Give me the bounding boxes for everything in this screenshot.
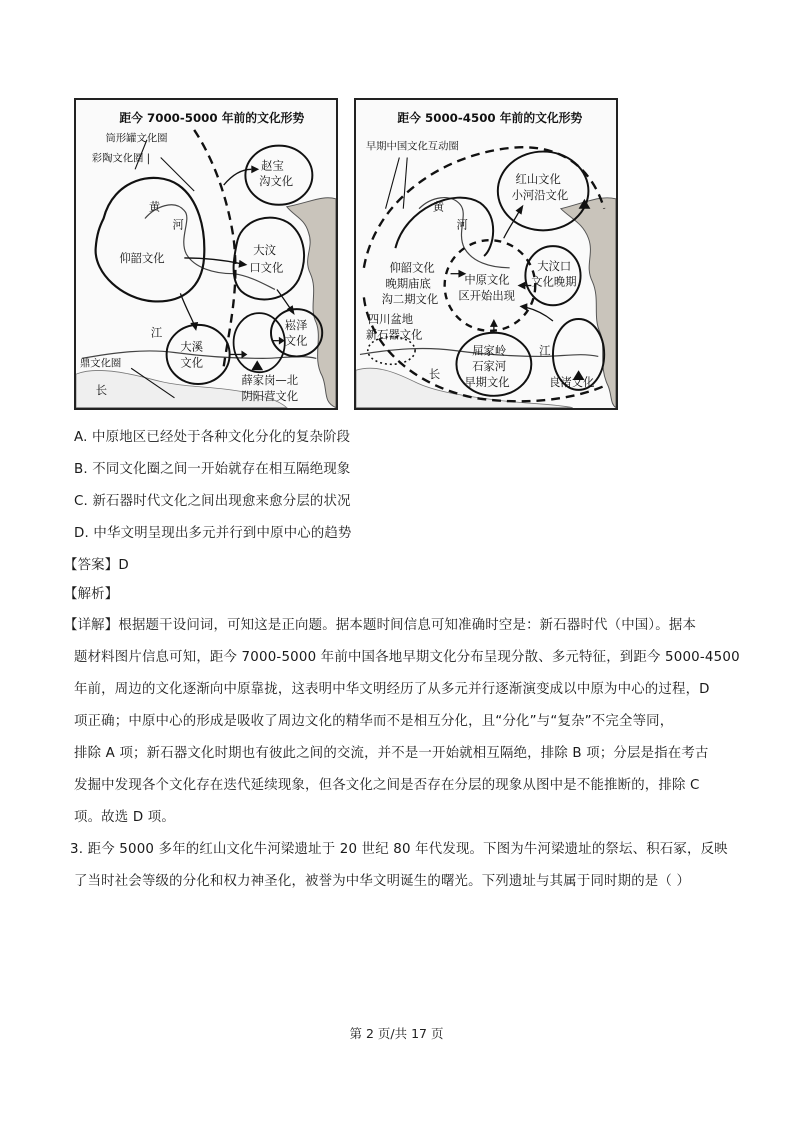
label-qujialing-2: 石家河	[472, 359, 507, 374]
pointer-line	[161, 157, 194, 190]
answer: 【答案】D	[64, 558, 129, 573]
label-hudong: 早期中国文化互动圈	[365, 140, 459, 153]
label-yangshao-2: 晚期庙底	[385, 276, 431, 291]
arrowhead	[519, 303, 527, 311]
detail-line-5: 排除 A 项；新石器文化时期也有彼此之间的交流，并不是一开始就相互隔绝，排除 B 项；分层是指在考古	[74, 746, 709, 761]
question3-line-1: 3. 距今 5000 多年的红山文化牛河梁遗址于 20 世纪 80 年代发现。下图为牛河梁遗址的祭坛、积石冢，反映	[70, 842, 728, 857]
label-zhongyuan-1: 中原文化	[464, 272, 510, 287]
label-qujialing-3: 早期文化	[464, 374, 510, 389]
map-5000-4500	[354, 98, 618, 410]
pointer-lines	[386, 157, 408, 208]
label-caitao: 彩陶文化圈 |	[91, 152, 151, 165]
label-dawenkou-1: 大汶	[253, 243, 276, 257]
label-ding: 鼎文化圈	[79, 357, 122, 370]
arrowhead	[241, 351, 247, 359]
label-xuejiagang-1: 薛家岗—北	[241, 372, 299, 387]
label-tongxingguan: 筒形罐文化圈	[105, 132, 168, 145]
label-chang: 长	[428, 367, 441, 382]
label-sichuan-1: 四川盆地	[367, 311, 414, 326]
label-he: 河	[172, 217, 184, 232]
label-dawenkou-2: 文化晚期	[531, 274, 577, 289]
label-songze-2: 文化	[284, 333, 308, 348]
label-xuejiagang-2: 阴阳营文化	[241, 388, 299, 403]
yangshao-late-region	[395, 198, 493, 256]
arrowhead	[239, 260, 248, 268]
label-zhaobao-1: 赵宝	[261, 158, 284, 173]
arrow-to-daxi	[180, 293, 194, 325]
detail-line-6: 发掘中发现各个文化存在迭代延续现象，但各文化之间是否存在分层的现象从图中是不能推断的，排除 C	[74, 778, 700, 793]
arrowhead	[251, 165, 259, 173]
label-dawenkou-2: 口文化	[249, 260, 284, 275]
label-huang: 黄	[432, 199, 445, 214]
label-chang: 长	[95, 382, 108, 397]
pointer-line	[403, 157, 407, 208]
detail-line-1: 【详解】根据题干设问词，可知这是正向题。据本题时间信息可知准确时空是：新石器时代（中国）。据本	[64, 618, 697, 633]
label-qujialing-1: 屈家岭	[472, 343, 507, 358]
map-left-title: 距今 7000-5000 年前的文化形势	[119, 111, 305, 126]
label-yangshao: 仰韶文化	[119, 250, 165, 265]
arrowhead	[490, 319, 498, 327]
detail-line-3: 年前，周边的文化逐渐向中原靠拢，这表明中华文明经历了从多元并行逐渐演变成以中原为中心的过程，D	[74, 682, 710, 697]
label-huang: 黄	[148, 199, 161, 214]
label-sichuan-2: 新石器文化	[365, 327, 423, 342]
label-liangzhu: 良渚文化	[549, 374, 595, 389]
label-yangshao-1: 仰韶文化	[389, 260, 435, 275]
label-he: 河	[456, 217, 468, 232]
arrowhead	[518, 282, 526, 290]
option-d: D. 中华文明呈现出多元并行到中原中心的趋势	[74, 526, 352, 541]
detail-line-4: 项正确；中原中心的形成是吸收了周边文化的精华而不是相互分化，且“分化”与“复杂”不完全等同，	[74, 714, 674, 729]
label-jiang: 江	[539, 343, 551, 358]
map-7000-5000	[74, 98, 338, 410]
yangshao-circle	[96, 178, 205, 302]
detail-line-7: 项。故选 D 项。	[74, 810, 175, 825]
label-hongshan-2: 小河沿文化	[511, 187, 569, 202]
dawenkou-circle	[234, 218, 304, 300]
map-5000-4500-figure	[356, 100, 616, 408]
option-a: A. 中原地区已经处于各种文化分化的复杂阶段	[74, 430, 351, 445]
arrow-liangzhu	[525, 307, 553, 321]
map-right-title: 距今 5000-4500 年前的文化形势	[397, 111, 583, 126]
xuejiagang-circle	[234, 313, 285, 372]
label-hongshan-1: 红山文化	[515, 172, 561, 187]
analysis-heading: 【解析】	[64, 587, 119, 602]
label-jiang: 江	[150, 325, 163, 340]
label-yangshao-3: 沟二期文化	[381, 292, 439, 307]
option-b: B. 不同文化圈之间一开始就存在相互隔绝现象	[74, 462, 351, 477]
label-daxi-2: 文化	[180, 355, 204, 370]
detail-line-2: 题材料图片信息可知，距今 7000-5000 年前中国各地早期文化分布呈现分散、多元特征，到距今 5000-4500	[74, 650, 740, 665]
label-songze-1: 崧泽	[284, 317, 308, 332]
boundary-dashed-line	[194, 130, 235, 366]
label-dawenkou-1: 大汶口	[537, 258, 572, 273]
label-daxi-1: 大溪	[180, 339, 204, 354]
page-footer: 第 2 页/共 17 页	[349, 1026, 444, 1041]
label-zhongyuan-2: 区开始出现	[458, 288, 515, 303]
question3-line-2: 了当时社会等级的分化和权力神圣化，被誉为中华文明诞生的曙光。下列遗址与其属于同时期的是（ ）	[74, 874, 691, 889]
mountain-triangle	[251, 360, 263, 370]
map-7000-5000-figure	[76, 100, 336, 408]
arrowhead	[516, 205, 524, 215]
label-zhaobao-2: 沟文化	[259, 174, 294, 189]
option-c: C. 新石器时代文化之间出现愈来愈分层的状况	[74, 494, 351, 509]
